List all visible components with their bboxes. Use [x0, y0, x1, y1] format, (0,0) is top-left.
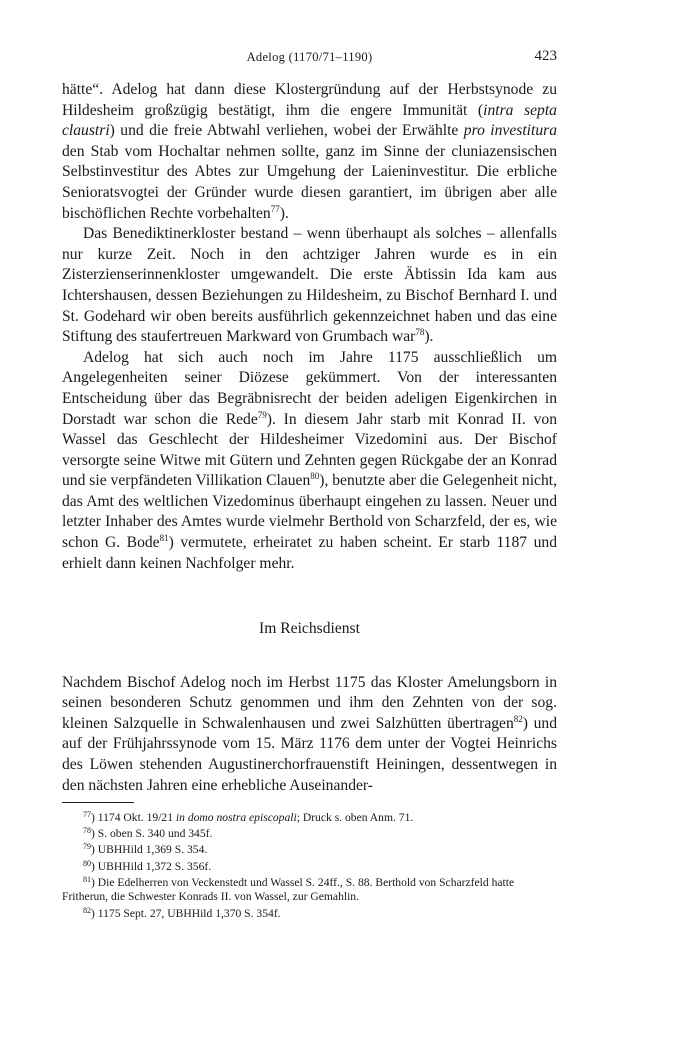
- text-run: ) vermutete, erheiratet zu haben scheint. Er starb 1187 und erhielt dann keinen Nachfolger mehr.: [62, 534, 557, 572]
- text-run: ) und die freie Abtwahl verliehen, wobei der Erwählte: [109, 122, 464, 140]
- italic-text: in domo nostra episcopali: [175, 811, 297, 824]
- footnote: [62, 907, 557, 922]
- page-header: [62, 48, 557, 70]
- section-heading: Im Reichsdienst: [259, 620, 360, 637]
- text-run: ) 1175 Sept. 27, UBHHild 1,370 S. 354f.: [91, 906, 281, 920]
- footnote: [62, 876, 557, 905]
- text-run: ). In diesem Jahr starb mit Konrad II. von Wassel das Geschlecht der Hildesheimer Vizedomini aus. Der Bischof versorgte seine Witwe mit Gütern und Zehnten gegen Rückgabe der an Konrad und sie verpfändeten Villikation Clauen: [62, 410, 557, 490]
- page-number: 423: [534, 48, 557, 64]
- running-title: Adelog (1170/71–1190): [246, 50, 373, 64]
- main-text: [62, 80, 557, 574]
- text-run: ) 1174 Okt. 19/21: [91, 811, 176, 824]
- text-run: Nachdem Bischof Adelog noch im Herbst 1175 das Kloster Amelungsborn in seinen besonderen Schutz genommen und ihm den Zehnten von der sog. kleinen Salzquelle in Schwalenhausen und zwei Salzhütten übertragen: [62, 673, 557, 732]
- text-run: Das Benediktinerkloster bestand – wenn überhaupt als solches – allenfalls nur kurze Zeit. Noch in den achtziger Jahren wurde es in ein Zisterzienserinnenkloster umgewandelt. Die erste Äbtissin Ida kam aus Ichtershausen, dessen Beziehungen zu Hildesheim, zu Bischof Bernhard I. und St. Godehard wir oben bereits ausführlich gekennzeichnet haben und das eine Stiftung des staufertreuen Markward von Grumbach war: [62, 225, 557, 346]
- text-run: ) Die Edelherren von Veckenstedt und Wassel S. 24ff., S. 88. Berthold von Scharzfeld hatte Fritherun, die Schwester Konrads II. von Wassel, zur Gemahlin.: [62, 875, 515, 904]
- footnotes: [62, 811, 557, 923]
- footnote: [62, 827, 557, 842]
- footnote-ref: 81: [83, 874, 91, 884]
- footnote: [62, 811, 557, 826]
- italic-text: pro investitura: [463, 122, 557, 140]
- paragraph: [62, 224, 557, 348]
- text-run: hätte“. Adelog hat dann diese Klostergründung auf der Herbstsynode zu Hildesheim großzügig bestätigt, ihm die engere Immunität (: [62, 81, 557, 119]
- text-run: ).: [424, 328, 434, 346]
- footnote-ref: 79: [83, 842, 91, 852]
- footnote: [62, 860, 557, 875]
- footnote-ref: 77: [83, 810, 91, 819]
- section-text: [62, 657, 557, 812]
- footnote-ref: 81: [159, 533, 169, 544]
- text-run: ) UBHHild 1,369 S. 354.: [91, 843, 208, 857]
- text-run: Adelog hat sich auch noch im Jahre 1175 ausschließlich um Angelegenheiten seiner Diözese gekümmert. Von der interessanten Entscheidung über das Begräbnisrecht der beiden adeligen Eigenkirchen in Dorstadt war schon die Rede: [62, 348, 557, 428]
- text-run: ) S. oben S. 340 und 345f.: [91, 827, 213, 841]
- footnote-ref: 77: [270, 203, 280, 214]
- text-run: den Stab vom Hochaltar nehmen sollte, ganz im Sinne der cluniazensischen Selbstinvestitur des Abtes zur Umgehung der Laieninvestitur. Die erbliche Senioratsvogtei der Gründer wurde diesen garantiert, im übrigen aber alle bischöflichen Rechte vorbehalten: [62, 142, 557, 222]
- text-run: ; Druck s. oben Anm. 71.: [296, 811, 414, 824]
- paragraph: [62, 348, 557, 575]
- footnote-divider: [62, 802, 134, 803]
- text-run: ), benutzte aber die Gelegenheit nicht, das Amt des weltlichen Vizedominus überhaupt eingehen zu lassen. Neuer und letzter Inhaber des Amtes wurde vielmehr Berthold von Scharzfeld, der es, wie schon G. Bode: [62, 472, 557, 552]
- footnote: [62, 843, 557, 858]
- paragraph: [62, 673, 557, 797]
- footnote-ref: 78: [83, 826, 91, 836]
- footnote-ref: 82: [83, 905, 91, 915]
- footnote-ref: 82: [513, 713, 523, 724]
- text-run: ) und auf der Frühjahrssynode vom 15. März 1176 dem unter der Vogtei Heinrichs des Löwen stehenden Augustinerchorfrauenstift Heiningen, dessentwegen in den nächsten Jahren eine erhebliche Auseinander-: [62, 714, 557, 794]
- footnote-ref: 80: [310, 471, 320, 482]
- footnote-ref: 80: [83, 858, 91, 868]
- text-run: ).: [279, 204, 289, 222]
- paragraph: [62, 80, 557, 224]
- footnote-ref: 78: [415, 327, 425, 338]
- footnote-ref: 79: [257, 409, 267, 420]
- text-run: ) UBHHild 1,372 S. 356f.: [91, 859, 212, 873]
- italic-text: intra septa claustri: [62, 101, 557, 140]
